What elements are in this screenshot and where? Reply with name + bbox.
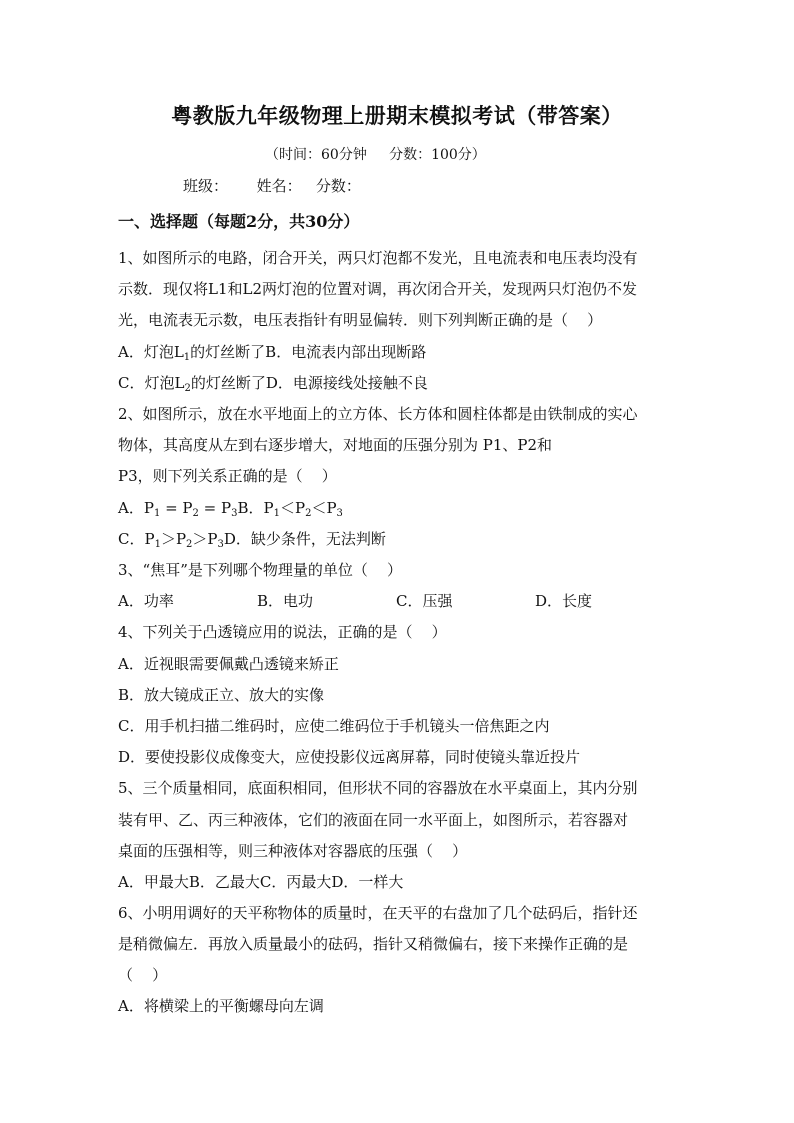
q2-b-text: ＜P bbox=[279, 499, 306, 517]
q5-options: A．甲最大B．乙最大C．丙最大D．一样大 bbox=[118, 873, 404, 891]
q1-options-cd bbox=[118, 373, 428, 393]
q2-a-sub: 2 bbox=[192, 508, 199, 519]
q2-a-text: A．P bbox=[118, 499, 154, 517]
q2-c-sub: 3 bbox=[217, 539, 224, 550]
q2-b-sub: 3 bbox=[336, 508, 343, 519]
q6-stem-line-2: 是稍微偏左．再放入质量最小的砝码，指针又稍微偏右，接下来操作正确的是 bbox=[118, 935, 629, 953]
q4-option-d: D．要使投影仪成像变大，应使投影仪远离屏幕，同时使镜头靠近投片 bbox=[118, 748, 581, 766]
q1-opt-c-post: 的灯丝断了D．电源接线处接触不良 bbox=[190, 374, 428, 392]
section-heading: 一、选择题（每题2分，共30分） bbox=[118, 212, 360, 231]
q5-stem-line-3: 桌面的压强相等，则三种液体对容器底的压强（ ） bbox=[118, 842, 468, 860]
q2-a-sub: 3 bbox=[231, 508, 238, 519]
q2-c-text: ＞P bbox=[160, 530, 187, 548]
q6-option-a: A．将横梁上的平衡螺母向左调 bbox=[118, 997, 324, 1015]
q1-opt-c-sub: 2 bbox=[184, 383, 191, 394]
q2-a-text: = P bbox=[160, 499, 193, 517]
q4-option-b: B．放大镜成正立、放大的实像 bbox=[118, 686, 325, 704]
q2-d-text: D．缺少条件，无法判断 bbox=[223, 530, 386, 548]
q3-option-b: B．电功 bbox=[257, 592, 314, 610]
q1-stem-line-1: 1、如图所示的电路，闭合开关，两只灯泡都不发光，且电流表和电压表均没有 bbox=[118, 249, 638, 267]
q1-opt-c-pre: C．灯泡L bbox=[118, 374, 185, 392]
q2-a-sub: 1 bbox=[153, 508, 161, 519]
q2-options-cd bbox=[118, 529, 386, 549]
q2-b-text: ＜P bbox=[311, 499, 337, 517]
exam-title: 粤教版九年级物理上册期末模拟考试（带答案） bbox=[171, 103, 623, 128]
q1-stem-line-2: 示数．现仅将L1和L2两灯泡的位置对调，再次闭合开关，发现两只灯泡仍不发 bbox=[118, 280, 638, 298]
q2-c-text: C．P bbox=[118, 530, 155, 548]
q2-stem-line-2: 物体，其高度从左到右逐步增大，对地面的压强分别为 P1、P2和 bbox=[118, 436, 553, 454]
q3-option-d: D．长度 bbox=[535, 592, 593, 610]
q4-option-a: A．近视眼需要佩戴凸透镜来矫正 bbox=[118, 655, 339, 673]
q1-opt-a-pre: A．灯泡L bbox=[118, 343, 184, 361]
q3-stem: 3、“焦耳”是下列哪个物理量的单位（ ） bbox=[118, 561, 402, 579]
q1-stem-line-3: 光，电流表无示数，电压表指针有明显偏转．则下列判断正确的是（ ） bbox=[118, 311, 603, 329]
q3-option-c: C．压强 bbox=[396, 592, 453, 610]
q2-c-sub: 2 bbox=[186, 539, 193, 550]
q2-b-text: B．P bbox=[237, 499, 274, 517]
q3-option-a: A．功率 bbox=[118, 592, 174, 610]
q6-stem-line-1: 6、小明用调好的天平称物体的质量时，在天平的右盘加了几个砝码后，指针还 bbox=[118, 904, 638, 922]
exam-subtitle: （时间：60分钟 分数：100分） bbox=[265, 147, 486, 163]
q5-stem-line-1: 5、三个质量相同，底面积相同，但形状不同的容器放在水平桌面上，其内分别 bbox=[118, 779, 638, 797]
q2-stem-line-3: P3，则下列关系正确的是（ ） bbox=[118, 467, 337, 485]
q1-options-ab bbox=[118, 342, 426, 362]
q2-options-ab bbox=[118, 498, 343, 518]
q2-stem-line-1: 2、如图所示，放在水平地面上的立方体、长方体和圆柱体都是由铁制成的实心 bbox=[118, 405, 638, 423]
q2-a-text: = P bbox=[198, 499, 232, 517]
q2-c-sub: 1 bbox=[154, 539, 161, 550]
student-info-line: 班级： 姓名： 分数： bbox=[183, 177, 361, 195]
q2-b-sub: 1 bbox=[273, 508, 280, 519]
q2-b-sub: 2 bbox=[305, 508, 312, 519]
q6-stem-line-3: （ ） bbox=[118, 966, 168, 984]
q2-c-text: ＞P bbox=[192, 530, 218, 548]
q4-option-c: C．用手机扫描二维码时，应使二维码位于手机镜头一倍焦距之内 bbox=[118, 717, 550, 735]
q4-stem: 4、下列关于凸透镜应用的说法，正确的是（ ） bbox=[118, 623, 447, 641]
q5-stem-line-2: 装有甲、乙、丙三种液体，它们的液面在同一水平面上，如图所示，若容器对 bbox=[118, 811, 629, 829]
q1-opt-a-sub: 1 bbox=[183, 352, 191, 363]
q1-opt-a-post: 的灯丝断了B．电流表内部出现断路 bbox=[190, 343, 427, 361]
